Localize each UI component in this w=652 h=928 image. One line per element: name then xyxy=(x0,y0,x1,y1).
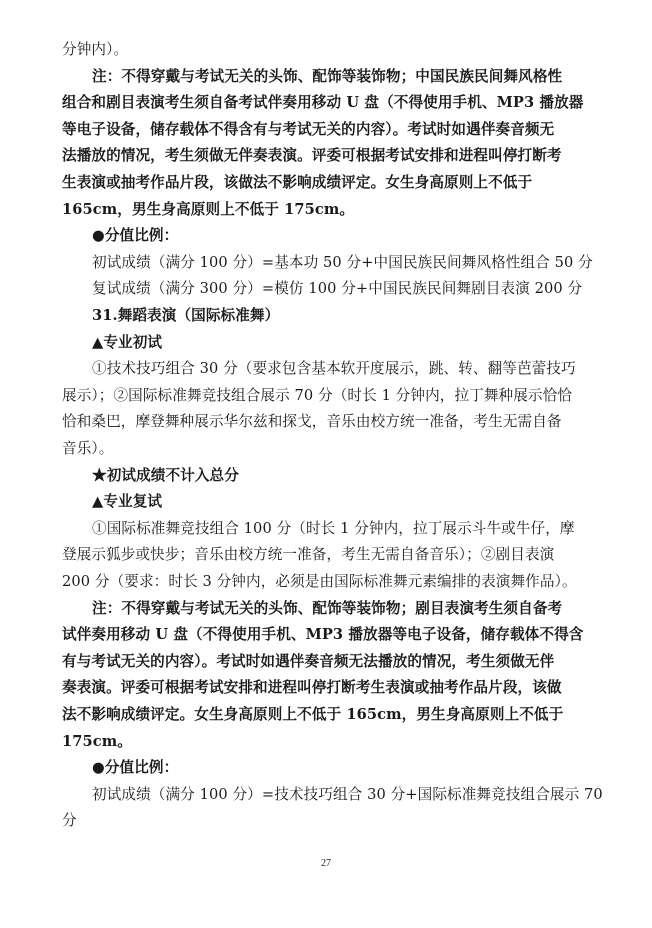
section-heading: ▲专业复试 xyxy=(92,493,163,511)
text-line: 初试成绩（满分 100 分）=基本功 50 分+中国民族民间舞风格性组合 50 分 xyxy=(92,253,593,271)
text-line: 分钟内）。 xyxy=(62,41,129,58)
note-paragraph-line: 注：不得穿戴与考试无关的头饰、配饰等装饰物；中国民族民间舞风格性 xyxy=(92,67,563,85)
text-line: ①技术技巧组合 30 分（要求包含基本软开度展示，跳、转、翻等芭蕾技巧 xyxy=(92,360,576,378)
page-number: 27 xyxy=(321,858,331,869)
section-heading: ▲专业初试 xyxy=(92,333,163,351)
section-heading: ★初试成绩不计入总分 xyxy=(92,466,239,484)
text-line: 分 xyxy=(62,812,77,830)
note-paragraph-line: 试伴奏用移动 U 盘（不得使用手机、MP3 播放器等电子设备，储存载体不得含 xyxy=(62,626,584,644)
note-paragraph-line: 165cm，男生身高原则上不低于 175cm。 xyxy=(62,200,355,218)
note-paragraph-line: 有与考试无关的内容）。考试时如遇伴奏音频无法播放的情况，考生须做无伴 xyxy=(62,652,555,670)
text-line: 复试成绩（满分 300 分）=模仿 100 分+中国民族民间舞剧目表演 200 分 xyxy=(92,280,583,298)
note-paragraph-line: 法播放的情况，考生须做无伴奏表演。评委可根据考试安排和进程叫停打断考 xyxy=(62,147,562,165)
text-line: 音乐）。 xyxy=(62,440,114,457)
section-heading: ●分值比例： xyxy=(92,227,179,245)
note-paragraph-line: 生表演或抽考作品片段，该做法不影响成绩评定。女生身高原则上不低于 xyxy=(62,174,533,191)
text-line: ①国际标准舞竞技组合 100 分（时长 1 分钟内，拉丁展示斗牛或牛仔，摩 xyxy=(92,519,575,537)
text-line: 登展示狐步或快步；音乐由校方统一准备，考生无需自备音乐）；②剧目表演 xyxy=(62,546,555,564)
note-paragraph-line: 法不影响成绩评定。女生身高原则上不低于 165cm，男生身高原则上不低于 xyxy=(62,706,564,723)
section-heading: 31.舞蹈表演（国际标准舞） xyxy=(92,307,280,324)
text-line: 恰和桑巴，摩登舞种展示华尔兹和探戈，音乐由校方统一准备，考生无需自备 xyxy=(62,413,562,431)
text-line: 展示）；②国际标准舞竞技组合展示 70 分（时长 1 分钟内，拉丁舞种展示恰恰 xyxy=(62,386,573,404)
section-heading: ●分值比例： xyxy=(92,759,179,777)
text-line: 初试成绩（满分 100 分）=技术技巧组合 30 分+国际标准舞竞技组合展示 70 xyxy=(92,785,603,803)
note-paragraph-line: 等电子设备，储存载体不得含有与考试无关的内容）。考试时如遇伴奏音频无 xyxy=(62,120,555,138)
note-paragraph-line: 奏表演。评委可根据考试安排和进程叫停打断考生表演或抽考作品片段，该做 xyxy=(62,679,562,697)
note-paragraph-line: 组合和剧目表演考生须自备考试伴奏用移动 U 盘（不得使用手机、MP3 播放器 xyxy=(62,94,584,112)
note-paragraph-line: 175cm。 xyxy=(62,732,132,750)
text-line: 200 分（要求：时长 3 分钟内，必须是由国际标准舞元素编排的表演舞作品）。 xyxy=(62,573,577,590)
note-paragraph-line: 注：不得穿戴与考试无关的头饰、配饰等装饰物；剧目表演考生须自备考 xyxy=(92,599,563,617)
